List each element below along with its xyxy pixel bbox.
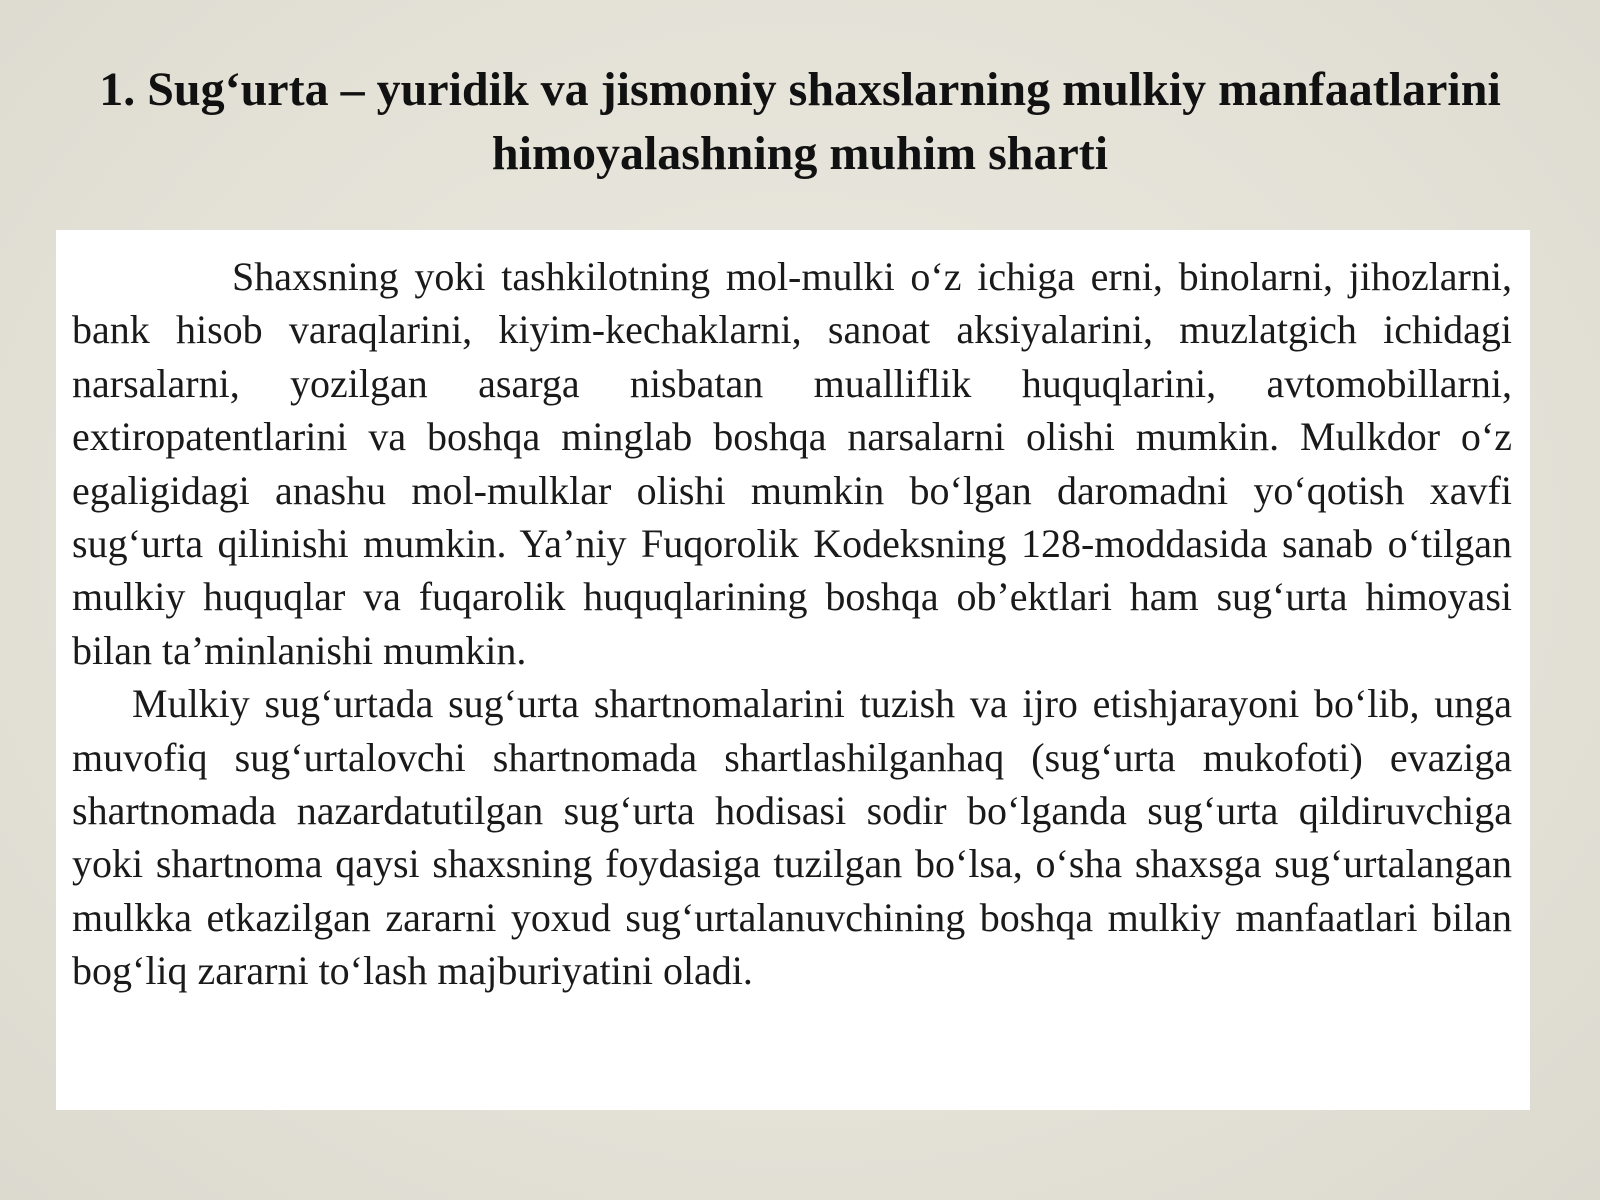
content-box bbox=[56, 230, 1530, 1110]
slide-title: 1. Sug‘urta – yuridik va jismoniy shaxslarning mulkiy manfaatlarini himoyalashning muhim sharti bbox=[99, 63, 1501, 180]
body-paragraph-2: Mulkiy sug‘urtada sug‘urta shartnomalarini tuzish va ijro etishjarayoni bo‘lib, unga muvofiq sug‘urtalovchi shartnomada shartlashilganhaq (sug‘urta mukofoti) evaziga shartnomada nazardatutilgan sug‘urta hodisasi sodir bo‘lganda sug‘urta qildiruvchiga yoki shartnoma qaysi shaxsning foydasiga tuzilgan bo‘lsa, o‘sha shaxsga sug‘urtalangan mulkka etkazilgan zararni yoxud sug‘urtalanuvchining boshqa mulkiy manfaatlari bilan bog‘liq zararni to‘lash majburiyatini oladi. bbox=[72, 681, 1512, 994]
body-paragraph-1: Shaxsning yoki tashkilotning mol-mulki o‘z ichiga erni, binolarni, jihozlarni, bank hisob varaqlarini, kiyim-kechaklarni, sanoat aksiyalarini, muzlatgich ichidagi narsalarni, yozilgan asarga nisbatan mualliflik huquqlarini, avtomobillarni, extiropatentlarini va boshqa minglab boshqa narsalarni olishi mumkin. Mulkdor o‘z egaligidagi anashu mol-mulklar olishi mumkin bo‘lgan daromadni yo‘qotish xavfi sug‘urta qilinishi mumkin. Ya’niy Fuqorolik Kodeksning 128-moddasida sanab o‘tilgan mulkiy huquqlar va fuqarolik huquqlarining boshqa ob’ektlari ham sug‘urta himoyasi bilan ta’minlanishi mumkin. bbox=[72, 254, 1512, 673]
